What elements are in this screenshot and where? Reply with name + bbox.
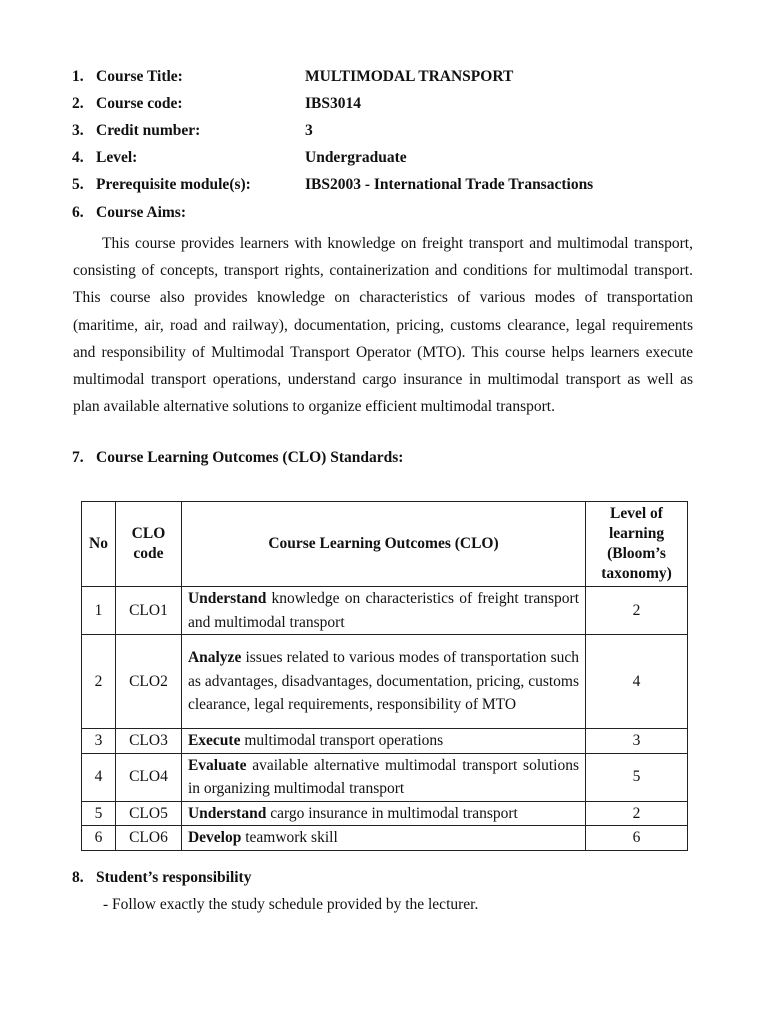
header-outcome: Course Learning Outcomes (CLO) [181,502,585,587]
row-level: 3 [586,729,688,754]
course-title-label: Course Title: [96,68,183,85]
outcome-verb: Develop [187,829,242,846]
outcome-text: teamwork skill [241,829,338,846]
table-row [82,826,688,851]
outcome-verb: Understand [187,590,267,607]
row-no: 6 [82,826,116,851]
level-label: Level: [96,149,138,166]
clo-standards-label: Course Learning Outcomes (CLO) Standards: [96,449,404,466]
outcome-verb: Evaluate [187,756,247,774]
row-no: 5 [82,801,116,826]
row-no: 4 [82,753,116,801]
row-outcome [181,587,585,635]
header-no: No [82,502,116,587]
row-clo-code: CLO5 [115,801,181,826]
item-number: 8. [72,869,84,886]
row-level: 5 [586,753,688,801]
table-row [82,587,688,635]
course-aims-paragraph: This course provides learners with knowledge on freight transport and multimodal transport, consisting of concepts, transport rights, containerization and conditions for multimodal transport. This course also provides knowledge on characteristics of various modes of transportation (maritime, air, road and railway), documentation, pricing, customs clearance, legal requirements and responsibility of Multimodal Transport Operator (MTO). This course helps learners execute multimodal transport operations, understand cargo insurance in multimodal transport as well as plan available alternative solutions to organize efficient multimodal transport. [73,235,693,416]
table-row [82,729,688,754]
outcome-text: issues related to various modes of transportation such as advantages, disadvantages, documentation, pricing, customs clearance, legal requirements, responsibility of MTO [187,649,580,714]
credit-number-value: 3 [305,122,313,139]
header-clo-code: CLO code [115,502,181,587]
row-no: 3 [82,729,116,754]
course-aims-label: Course Aims: [96,204,186,221]
clo-table [81,501,688,851]
responsibility-item: - Follow exactly the study schedule provided by the lecturer. [103,896,479,913]
item-number: 5. [72,176,84,193]
row-no: 2 [82,635,116,729]
row-outcome [181,801,585,826]
outcome-text: cargo insurance in multimodal transport [266,804,518,822]
row-level: 2 [586,587,688,635]
row-no: 1 [82,587,116,635]
row-level: 6 [586,826,688,851]
table-row [82,635,688,729]
row-clo-code: CLO4 [115,753,181,801]
outcome-verb: Analyze [187,649,242,667]
item-number: 7. [72,449,84,466]
row-level: 2 [586,801,688,826]
row-outcome [181,826,585,851]
outcome-verb: Execute [187,732,241,749]
clo-table-header-row [82,502,688,587]
level-value: Undergraduate [305,149,407,166]
row-clo-code: CLO1 [115,587,181,635]
outcome-verb: Understand [187,804,267,822]
outcome-text: knowledge on characteristics of freight transport and multimodal transport [187,590,580,631]
row-outcome [181,729,585,754]
item-number: 6. [72,204,84,221]
header-level: Level of learning (Bloom’s taxonomy) [586,502,688,587]
item-number: 1. [72,68,84,85]
item-number: 4. [72,149,84,166]
prerequisite-value: IBS2003 - International Trade Transactions [305,176,594,193]
table-row [82,753,688,801]
course-title-value: MULTIMODAL TRANSPORT [305,68,514,85]
row-clo-code: CLO3 [115,729,181,754]
credit-number-label: Credit number: [96,122,201,139]
prerequisite-label: Prerequisite module(s): [96,176,251,193]
item-number: 3. [72,122,84,139]
row-clo-code: CLO6 [115,826,181,851]
outcome-text: multimodal transport operations [240,732,444,749]
student-responsibility-label: Student’s responsibility [96,869,252,886]
row-level: 4 [586,635,688,729]
row-outcome [181,753,585,801]
course-code-label: Course code: [96,95,183,112]
row-clo-code: CLO2 [115,635,181,729]
row-outcome [181,635,585,729]
table-row [82,801,688,826]
item-number: 2. [72,95,84,112]
course-code-value: IBS3014 [305,95,361,112]
outcome-text: available alternative multimodal transport solutions in organizing multimodal transport [187,756,580,797]
